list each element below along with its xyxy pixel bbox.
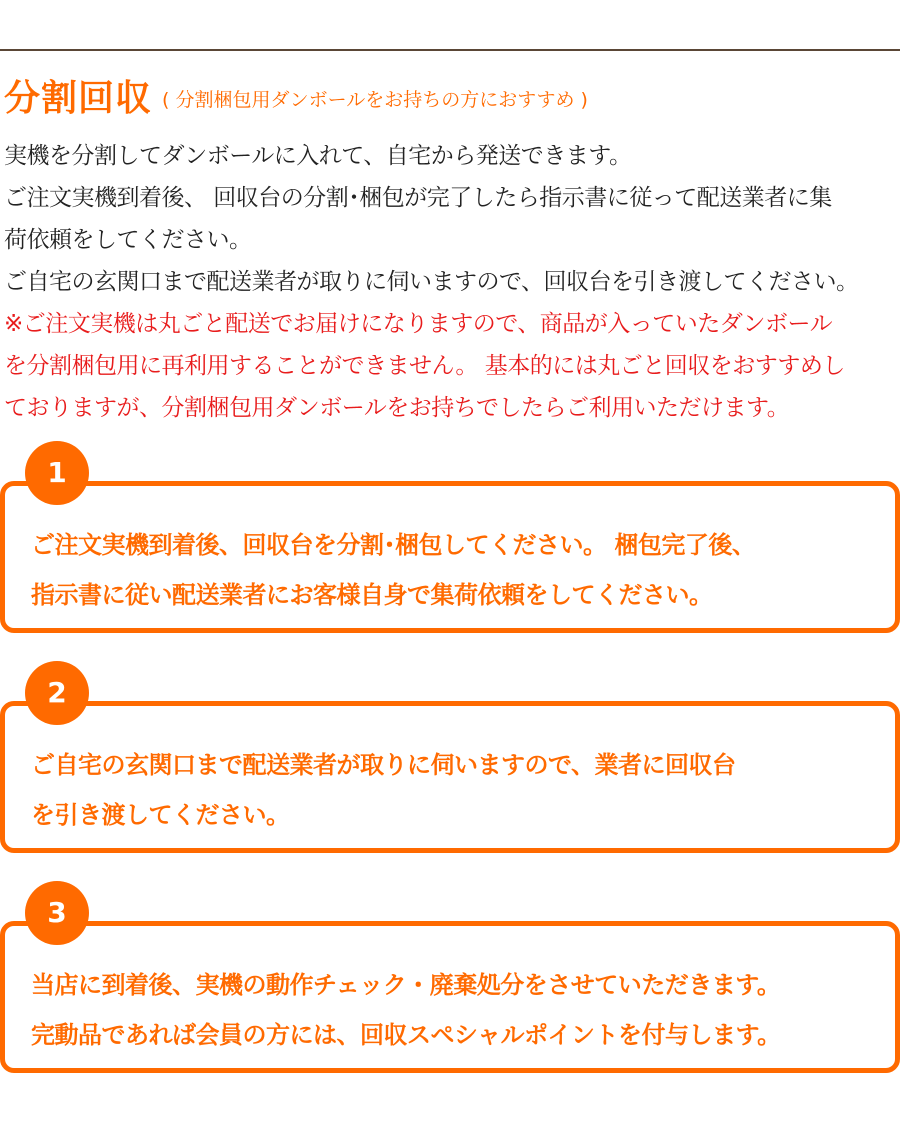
notice-line: ておりますが、分割梱包用ダンボールをお持ちでしたらご利用いただけます。 <box>4 395 790 421</box>
step-line: ご自宅の玄関口まで配送業者が取りに伺いますので、業者に回収台 <box>31 751 736 779</box>
step-number-badge-2: 2 <box>25 661 89 725</box>
step-number-badge-1: 1 <box>25 441 89 505</box>
step-line: を引き渡してください。 <box>31 801 290 829</box>
step-text-3 <box>31 960 885 1060</box>
step-number-badge-3: 3 <box>25 881 89 945</box>
step-line: ご注文実機到着後、回収台を分割･梱包してください。 梱包完了後、 <box>31 531 756 559</box>
top-divider <box>0 49 900 51</box>
intro-line: ご注文実機到着後、 回収台の分割･梱包が完了したら指示書に従って配送業者に集 <box>4 185 832 211</box>
intro-line: ご自宅の玄関口まで配送業者が取りに伺いますので、回収台を引き渡してください。 <box>4 269 859 295</box>
step-line: 完動品であれば会員の方には、回収スペシャルポイントを付与します。 <box>31 1021 781 1049</box>
intro-line: 荷依頼をしてください。 <box>4 227 252 253</box>
notice-line: ※ご注文実機は丸ごと配送でお届けになりますので、商品が入っていたダンボール <box>4 311 833 337</box>
step-box-3 <box>0 921 900 1073</box>
section-subtitle: ( 分割梱包用ダンボールをお持ちの方におすすめ ) <box>162 89 588 111</box>
step-text-2 <box>31 740 885 840</box>
notice-line: を分割梱包用に再利用することができません。 基本的には丸ごと回収をおすすめし <box>4 353 845 379</box>
section-title: 分割回収 <box>4 78 153 119</box>
intro-text <box>4 135 900 429</box>
step-line: 指示書に従い配送業者にお客様自身で集荷依頼をしてください。 <box>31 581 713 609</box>
step-line: 当店に到着後、実機の動作チェック・廃棄処分をさせていただきます。 <box>31 971 781 999</box>
step-box-2 <box>0 701 900 853</box>
section-header <box>4 70 588 122</box>
step-box-1 <box>0 481 900 633</box>
intro-line: 実機を分割してダンボールに入れて、自宅から発送できます。 <box>4 143 632 169</box>
step-text-1 <box>31 520 885 620</box>
